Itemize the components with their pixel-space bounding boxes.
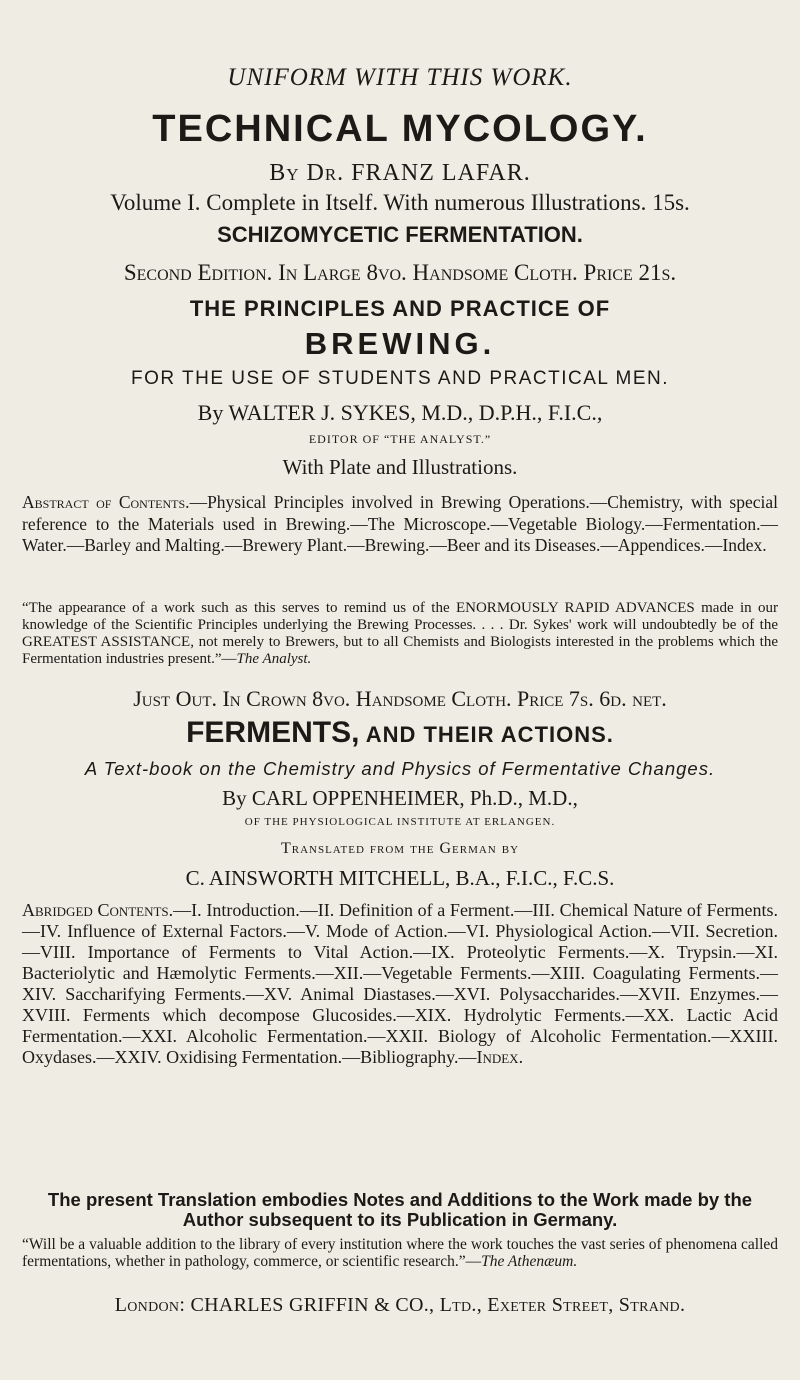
book-author-lafar: By Dr. FRANZ LAFAR. bbox=[269, 160, 531, 186]
book-title-ferments bbox=[22, 716, 778, 750]
abridged-index: Index. bbox=[476, 1047, 524, 1067]
book-title-technical-mycology: TECHNICAL MYCOLOGY. bbox=[152, 108, 648, 150]
quote-source: The Athenæum. bbox=[481, 1253, 578, 1270]
abstract-text: —Physical Principles involved in Brewing Operations.—Chemistry, with special reference to the Materials used in Brewing.—The Microscope.—Vegetable Biology.—Fermentation.—Water.—Barley and Malting.—Brewery Plant.—Brewing.—Beer and its Diseases.—Appendices.—Index. bbox=[22, 492, 778, 555]
quote-text: “Will be a valuable addition to the library of every institution where the work touches the vast series of phenomena called fermentations, whether in pathology, commerce, or scientific research.”— bbox=[22, 1236, 778, 1270]
abridged-text: —I. Introduction.—II. Definition of a Ferment.—III. Chemical Nature of Ferments.—IV. Influence of External Factors.—V. Mode of Action.—VI. Physiological Action.—VII. Secretion.—VIII. Importance of Ferments to Vital Action.—IX. Proteolytic Ferments.—X. Trypsin.—XI. Bacteriolytic and Hæmolytic Ferments.—XII.—Vegetable Ferments.—XIII. Coagulating Ferments.—XIV. Saccharifying Ferments.—XV. Animal Diastases.—XVI. Polysaccharides.—XVII. Enzymes.—XVIII. Ferments which decompose Glucosides.—XIX. Hydrolytic Ferments.—XX. Lactic Acid Fermentation.—XXI. Alcoholic Fermentation.—XXII. Biology of Alcoholic Fermentation.—XXIII. Oxydases.—XXIV. Oxidising Fermentation.—Bibliography.— bbox=[22, 900, 778, 1067]
illustrations-note: With Plate and Illustrations. bbox=[282, 455, 518, 479]
book-title-brewing-line3: FOR THE USE OF STUDENTS AND PRACTICAL MEN. bbox=[130, 368, 670, 389]
book-title-brewing-line1: THE PRINCIPLES AND PRACTICE OF bbox=[189, 296, 611, 321]
edition-info-brewing: Second Edition. In Large 8vo. Handsome Cloth. Price 21s. bbox=[123, 260, 677, 285]
title-rest: AND THEIR ACTIONS. bbox=[359, 722, 614, 747]
review-quote-analyst bbox=[22, 600, 778, 668]
book-subtitle-schizomycetic: SCHIZOMYCETIC FERMENTATION. bbox=[217, 222, 583, 247]
availability-info-ferments: Just Out. In Crown 8vo. Handsome Cloth. Price 7s. 6d. net. bbox=[133, 686, 667, 711]
book-title-brewing-line2: BREWING. bbox=[304, 326, 496, 361]
page-header: UNIFORM WITH THIS WORK. bbox=[227, 64, 573, 91]
abstract-label: Abstract of Contents. bbox=[22, 492, 190, 512]
title-main: FERMENTS, bbox=[186, 716, 360, 749]
publisher-imprint: London: CHARLES GRIFFIN & CO., Ltd., Exeter Street, Strand. bbox=[114, 1294, 686, 1316]
quote-source: The Analyst. bbox=[236, 651, 312, 667]
abridged-label: Abridged Contents. bbox=[22, 900, 174, 920]
translated-from: Translated from the German by bbox=[280, 840, 520, 857]
book-author-sykes: By WALTER J. SYKES, M.D., D.P.H., F.I.C., bbox=[197, 400, 603, 425]
quote-text: “The appearance of a work such as this serves to remind us of the ENORMOUSLY RAPID ADVANCES made in our knowledge of the Scientific Principles underlying the Brewing Processes. . . . Dr. Sykes' work will undoubtedly be of the GREATEST ASSISTANCE, not merely to Brewers, but to all Chemists and Biologists interested in the problems which the Fermentation industries present.”— bbox=[22, 600, 778, 667]
abridged-contents bbox=[22, 900, 778, 1068]
author-institution: OF THE PHYSIOLOGICAL INSTITUTE AT ERLANGEN. bbox=[244, 816, 556, 828]
translator-name: C. AINSWORTH MITCHELL, B.A., F.I.C., F.C.S. bbox=[185, 866, 615, 890]
translation-note: The present Translation embodies Notes and Additions to the Work made by the Author subsequent to its Publication in Germany. bbox=[47, 1189, 753, 1230]
review-quote-athenaeum bbox=[22, 1236, 778, 1270]
abstract-of-contents bbox=[22, 492, 778, 557]
book-subtitle-ferments: A Text-book on the Chemistry and Physics of Fermentative Changes. bbox=[84, 758, 716, 779]
book-author-oppenheimer: By CARL OPPENHEIMER, Ph.D., M.D., bbox=[222, 786, 578, 810]
volume-info: Volume I. Complete in Itself. With numerous Illustrations. 15s. bbox=[110, 190, 690, 215]
author-editor-note: EDITOR OF “THE ANALYST.” bbox=[308, 432, 492, 446]
